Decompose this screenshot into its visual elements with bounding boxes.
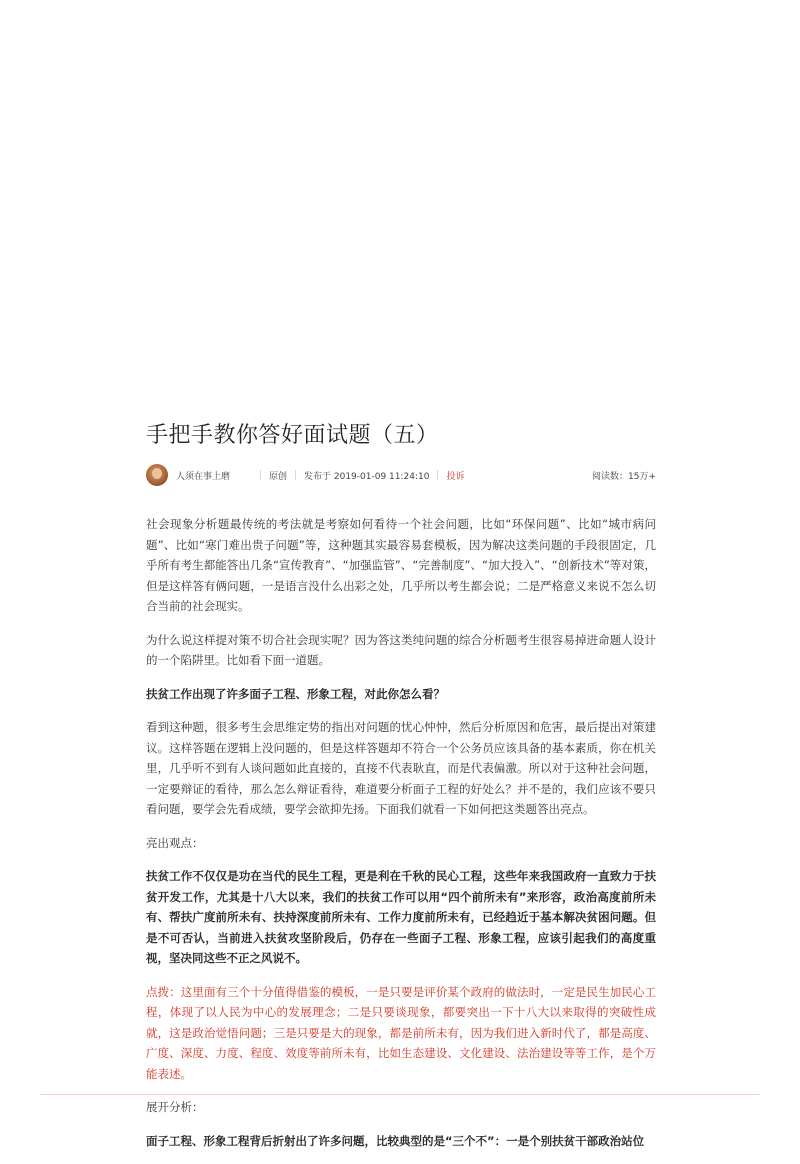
article [146,420,656,1164]
read-count-value: 15万+ [628,471,656,482]
paragraph-intro: 社会现象分析题最传统的考法就是考察如何看待一个社会问题，比如“环保问题”、比如“城市病问题”、比如“寒门难出贵子问题”等，这种题其实最容易套模板，因为解决这类问题的手段很固定，几乎所有考生都能答出几条“宣传教育”、“加强监管”、“完善制度”、“加大投入”、“创新技术”等对策，但是这样答有俩问题，一是语言没什么出彩之处，几乎所以考生都会说；二是严格意义来说不怎么切合当前的社会现实。 [146,517,656,613]
meta-divider [295,470,296,480]
paragraph-question: 扶贫工作出现了许多面子工程、形象工程，对此你怎么看？ [146,686,445,701]
meta-divider [437,470,438,480]
report-link[interactable]: 投诉 [446,471,465,482]
publish-time: 发布于 2019-01-09 11:24:10 [304,471,430,482]
paragraph-analysis: 看到这种题，很多考生会思维定势的指出对问题的忧心忡忡，然后分析原因和危害，最后提出对策建议。这样答题在逻辑上没问题的，但是这样答题却不符合一个公务员应该具备的基本素质，你在机关里，几乎听不到有人谈问题如此直接的，直接不代表耿直，而是代表偏激。所以对于这种社会问题，一定要辩证的看待，那么怎么辩证看待，难道要分析面子工程的好处么？并不是的，我们应该不要只看问题，要学会先看成绩，要学会欲抑先扬。下面我们就看一下如何把这类题答出亮点。 [146,720,656,816]
read-count-label: 阅读数： [591,471,628,482]
bottom-divider [40,1094,760,1095]
original-badge: 原创 [269,471,288,482]
paragraph-tip: 点拨：这里面有三个十分值得借鉴的模板，一是只要是评价某个政府的做法时，一定是民生加民心工程，体现了以人民为中心的发展理念；二是只要谈现象，都要突出一下十八大以来取得的突破性成就，这是政治觉悟问题；三是只要是大的现象，都是前所未有，因为我们进入新时代了，都是高度、广度、深度、力度、程度、效度等前所未有，比如生态建设、文化建设、法治建设等等工作，是个万能表述。 [146,984,656,1081]
author-name[interactable]: 人须在事上磨 [176,471,231,482]
paragraph-heading-expand: 展开分析： [146,1100,204,1114]
meta-divider [260,470,261,480]
avatar[interactable] [146,464,168,486]
paragraph-viewpoint: 扶贫工作不仅仅是功在当代的民生工程，更是利在千秋的民心工程，这些年来我国政府一直致力于扶贫开发工作，尤其是十八大以来，我们的扶贫工作可以用“四个前所未有”来形容，政治高度前所未有、帮扶广度前所未有、扶持深度前所未有、工作力度前所未有，已经趋近于基本解决贫困问题。但是不可否认，当前进入扶贫攻坚阶段后，仍存在一些面子工程、形象工程，应该引起我们的高度重视，坚决同这些不正之风说不。 [146,869,656,965]
paragraph-question-intro: 为什么说这样提对策不切合社会现实呢？因为答这类纯问题的综合分析题考生很容易掉进命题人设计的一个陷阱里。比如看下面一道题。 [146,632,656,667]
paragraph-expand: 面子工程、形象工程背后折射出了许多问题，比较典型的是“三个不”：一是个别扶贫干部政治站位 [146,1133,645,1148]
article-body [146,514,656,1151]
article-title: 手把手教你答好面试题（五） [146,423,439,448]
paragraph-heading-viewpoint: 亮出观点： [146,835,204,850]
article-meta [146,462,656,488]
